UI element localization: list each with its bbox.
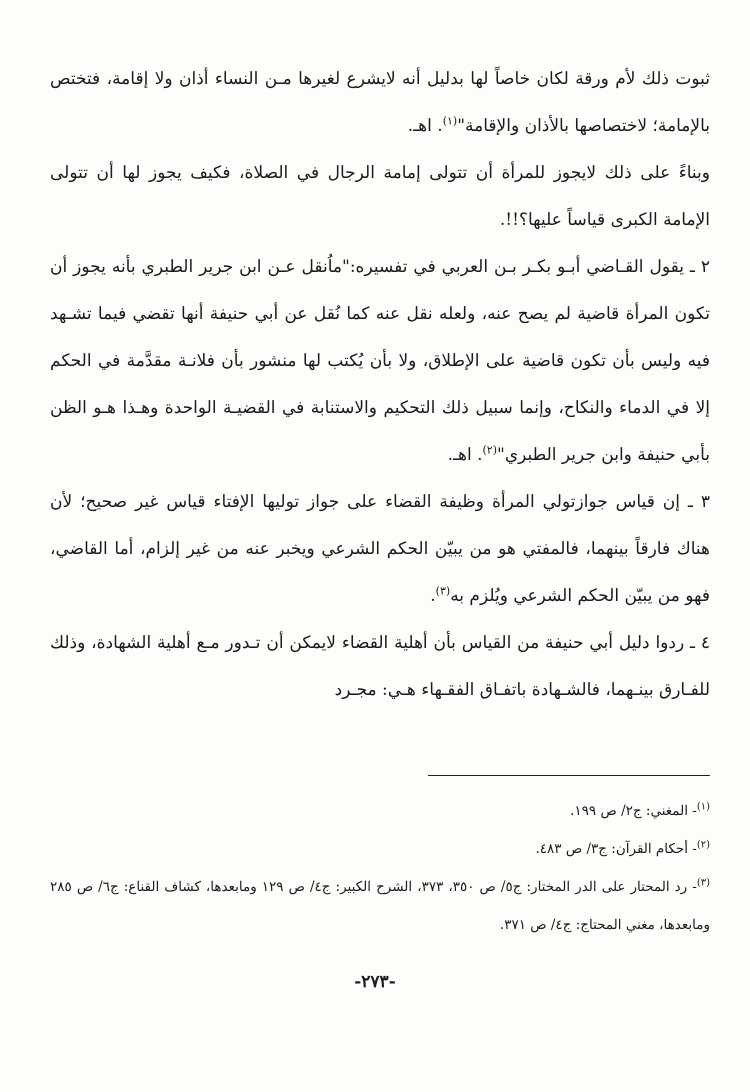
page-number: -٢٧٣-	[354, 972, 396, 992]
footnotes	[50, 792, 710, 944]
paragraph-4: ٣ ـ إن قياس جوازتولي المرأة وظيفة القضاء على جواز توليها الإفتاء قياس غير صحيح؛ لأن هناك فارقاً بينهما، فالمفتي هو من يبيّن الحكم الشرعي ويخبر عنه من غير إلزام، أما القاضي، فهو من يبيّن الحكم الشرعي ويُلزم به$^{(٣)}$.	[50, 492, 710, 606]
footnote-1: $^{(١)}$- المغني: ج٢/ ص ١٩٩.	[570, 801, 710, 819]
footnote-marker-2: (٢)	[482, 443, 497, 457]
body-text	[50, 56, 710, 714]
paragraph-5: ٤ ـ ردوا دليل أبي حنيفة من القياس بأن أهلية القضاء لايمكن أن تـدور مـع أهلية الشهادة، وذلك للفـارق بينـهما، فالشـهادة باتفـاق الفقـهاء هـي: مجـرد	[50, 633, 710, 700]
footnote-number: (٣)	[696, 877, 710, 889]
footnote-3: $^{(٣)}$- رد المحتار على الدر المختار: ج٥/ ص ٣٥٠، ٣٧٣، الشرح الكبير: ج٤/ ص ١٢٩ ومابعدها، كشاف القناع: ج٦/ ص ٢٨٥ ومابعدها، مغني المحتاج: ج٤/ ص ٣٧١.	[50, 877, 710, 933]
footnote-marker-3: (٣)	[435, 584, 451, 598]
footnote-number: (٢)	[696, 839, 710, 851]
footnote-2: $^{(٢)}$- أحكام القرآن: ج٣/ ص ٤٨٣.	[535, 839, 710, 857]
footnote-marker-1: (١)	[442, 114, 458, 128]
footnote-separator	[428, 775, 710, 776]
footnote-number: (١)	[696, 801, 710, 813]
paragraph-2: وبناءً على ذلك لايجوز للمرأة أن تتولى إمامة الرجال في الصلاة، فكيف يجوز لها أن تتولى الإمامة الكبرى قياساً عليها؟!!.	[50, 163, 710, 230]
paragraph-1: ثبوت ذلك لأم ورقة لكان خاصاً لها بدليل أنه لايشرع لغيرها مـن النساء أذان ولا إقامة، فتختص بالإمامة؛ لاختصاصها بالأذان والإقامة"$^{(١)}$. اهـ.	[50, 69, 710, 136]
paragraph-3: ٢ ـ يقول القـاضي أبـو بكـر بـن العربي في تفسيره:"ماُنقل عـن ابن جرير الطبري بأنه يجوز أن تكون المرأة قاضية لم يصح عنه، ولعله نقل عنه كما نُقل عن أبي حنيفة أنها تقضي فيما تشـهد فيه وليس بأن تكون قاضية على الإطلاق، ولا بأن يُكتب لها منشور بأن فلانـة مقدَّمة في الحكم إلا في الدماء والنكاح، وإنما سبيل ذلك التحكيم والاستنابة في القضيـة الواحدة وهـذا هـو الظن بأبي حنيفة وابن جرير الطبري"$^{(٢)}$. اهـ.	[50, 257, 710, 465]
